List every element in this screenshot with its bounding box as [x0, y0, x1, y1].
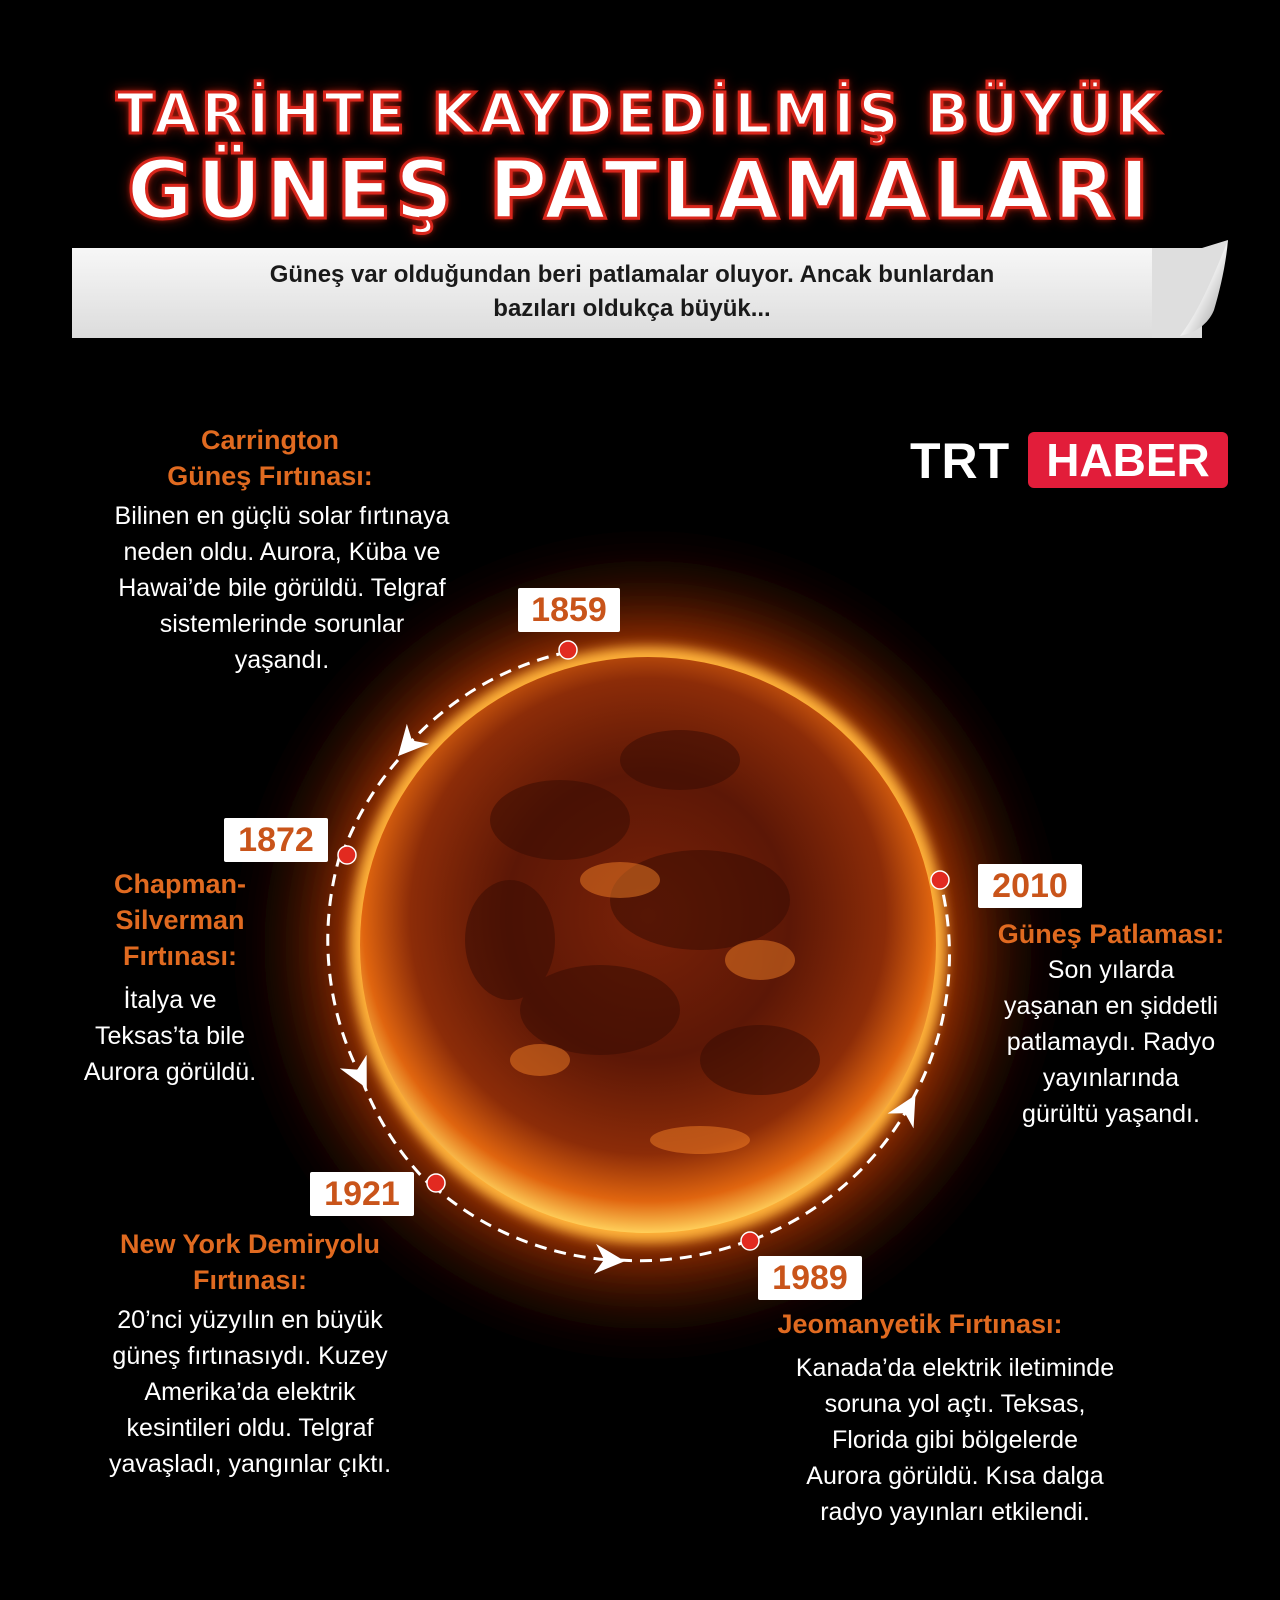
year-badge-1859: 1859: [518, 588, 620, 632]
event-desc-1989: [730, 1350, 1180, 1530]
desc-line: Amerika’da elektrik: [144, 1378, 356, 1406]
heading-line: Fırtınası:: [192, 1265, 307, 1295]
desc-line: patlamaydı. Radyo: [1006, 1028, 1216, 1056]
timeline-dot-1989: [741, 1232, 759, 1250]
heading-line: Fırtınası:: [122, 941, 237, 971]
event-desc-1859: [62, 498, 502, 678]
title-line-2: GÜNEŞ PATLAMALARI: [127, 144, 1153, 237]
logo-haber-text: HABER: [1028, 432, 1228, 488]
desc-line: Kanada’da elektrik iletiminde: [795, 1354, 1115, 1382]
intro-line: Güneş var olduğundan beri patlamalar oluyor. Ancak bunlardan: [269, 261, 995, 288]
desc-line: Bilinen en güçlü solar fırtınaya: [114, 502, 450, 530]
desc-line: kesintileri oldu. Telgraf: [126, 1414, 374, 1442]
year-badge-1921: 1921: [310, 1172, 414, 1216]
event-heading-1872: [60, 866, 300, 974]
year-badge-2010: 2010: [978, 864, 1082, 908]
intro-line: bazıları oldukça büyük...: [493, 295, 771, 322]
timeline-dot-1872: [338, 846, 356, 864]
desc-line: yayınlarında: [1042, 1064, 1180, 1092]
event-desc-1872: [40, 982, 300, 1090]
timeline-dot-1921: [427, 1174, 445, 1192]
timeline-dot-1859: [559, 641, 577, 659]
title-line-1: TARİHTE KAYDEDİLMİŞ BÜYÜK: [116, 82, 1164, 147]
desc-line: yaşanan en şiddetli: [1003, 992, 1219, 1020]
logo-trt-text: TRT: [910, 433, 1011, 489]
timeline-dot-2010: [931, 871, 949, 889]
desc-line: radyo yayınları etkilendi.: [820, 1498, 1090, 1526]
desc-line: Son yılarda: [1047, 956, 1175, 984]
desc-line: gürültü yaşandı.: [1022, 1100, 1200, 1128]
desc-line: Aurora görüldü. Kısa dalga: [806, 1462, 1104, 1490]
event-heading-1859: [90, 422, 450, 494]
event-heading-1921: [60, 1226, 440, 1298]
desc-line: güneş fırtınasıydı. Kuzey: [112, 1342, 388, 1370]
event-desc-2010: [966, 952, 1256, 1132]
heading-line: Silverman: [115, 905, 245, 935]
year-badge-1872: 1872: [224, 818, 328, 862]
heading-line: Güneş Patlaması:: [997, 919, 1225, 949]
heading-line: Carrington: [201, 425, 339, 455]
heading-line: Chapman-: [113, 869, 246, 899]
desc-line: yaşandı.: [234, 646, 330, 674]
event-desc-1921: [60, 1302, 440, 1482]
event-heading-1989: [720, 1306, 1120, 1342]
desc-line: Florida gibi bölgelerde: [832, 1426, 1078, 1454]
desc-line: yavaşladı, yangınlar çıktı.: [108, 1450, 392, 1478]
heading-line: Güneş Fırtınası:: [167, 461, 373, 491]
desc-line: Aurora görüldü.: [83, 1058, 257, 1086]
desc-line: İtalya ve: [123, 986, 217, 1014]
event-heading-2010: [966, 916, 1256, 952]
heading-line: New York Demiryolu: [119, 1229, 381, 1259]
desc-line: Teksas’ta bile: [94, 1022, 246, 1050]
year-badge-1989: 1989: [758, 1256, 862, 1300]
desc-line: Hawai’de bile görüldü. Telgraf: [118, 574, 446, 602]
desc-line: sistemlerinde sorunlar: [159, 610, 405, 638]
desc-line: 20’nci yüzyılın en büyük: [117, 1306, 383, 1334]
heading-line: Jeomanyetik Fırtınası:: [777, 1309, 1063, 1339]
desc-line: neden oldu. Aurora, Küba ve: [123, 538, 441, 566]
desc-line: soruna yol açtı. Teksas,: [824, 1390, 1086, 1418]
